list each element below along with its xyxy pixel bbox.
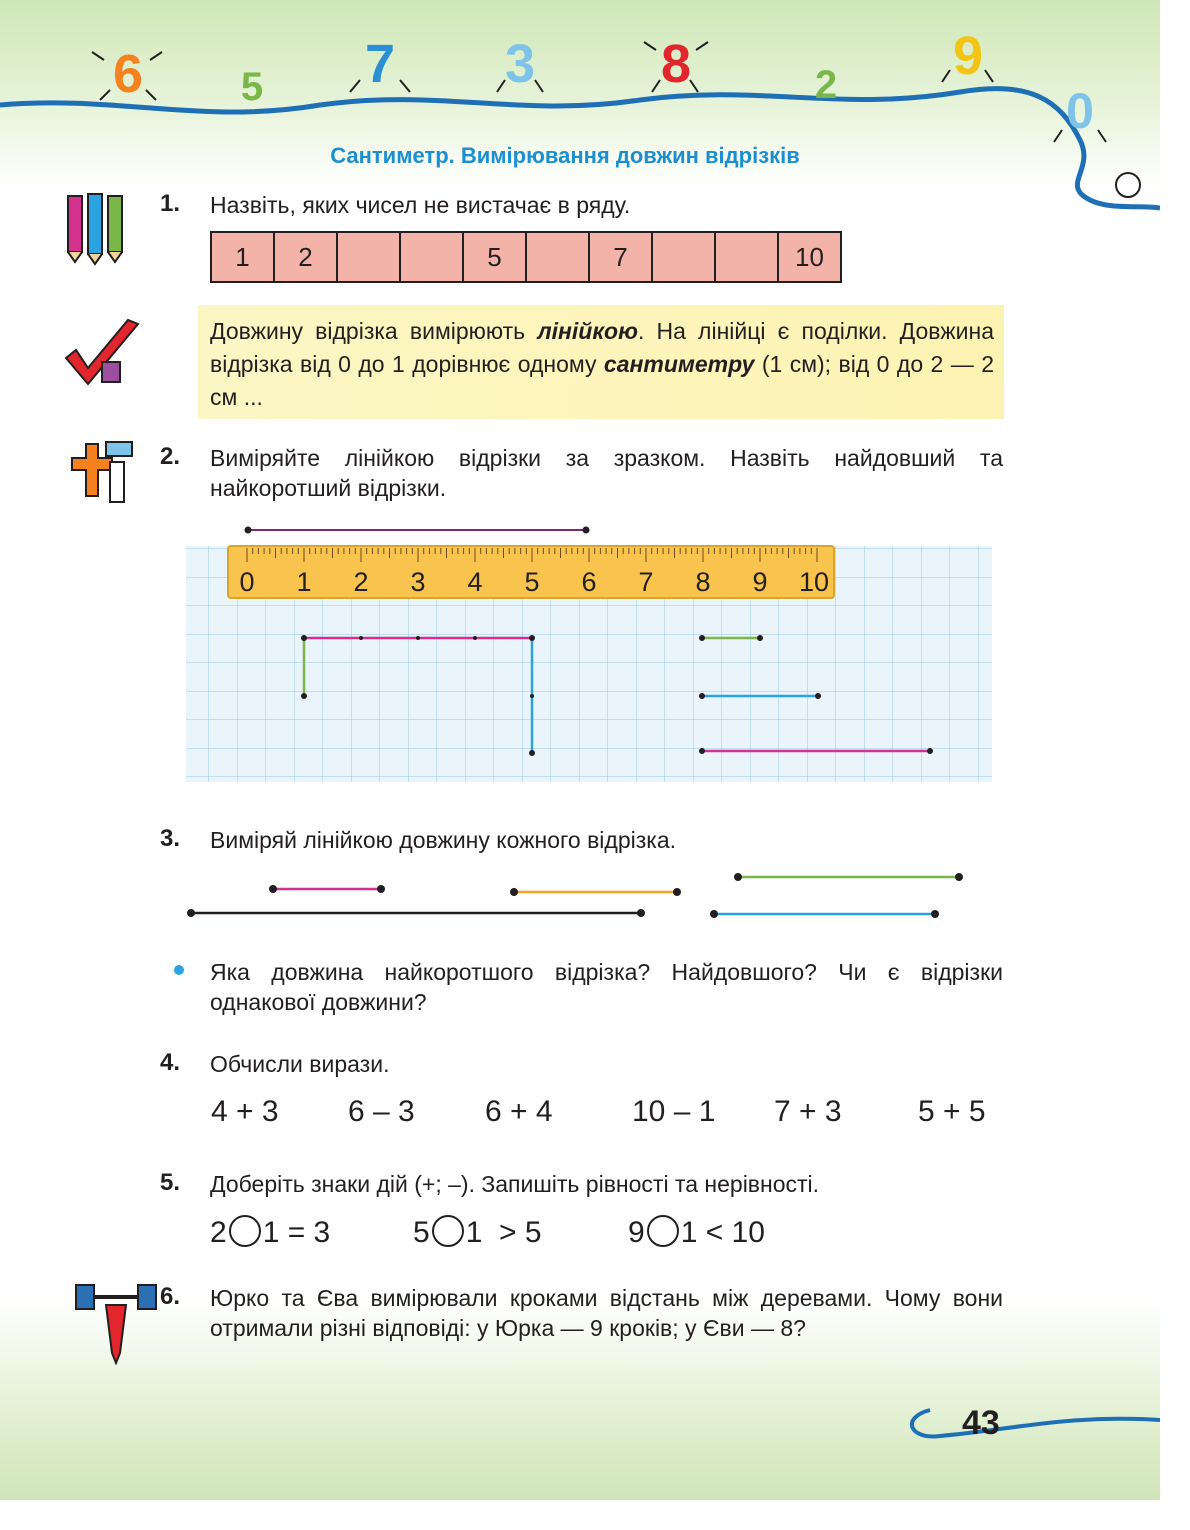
pencils-character-icon: [58, 188, 138, 268]
inequality-item: [210, 1215, 330, 1250]
digit-two-character-icon: 2: [814, 63, 838, 107]
ruler-label: 6: [581, 567, 597, 597]
rule-text-part: . На лінійці є поділки. Довжина відрізка від 0 до 1 дорівнює одному: [210, 318, 994, 377]
sequence-cell: 10: [778, 232, 841, 282]
expression: 5 + 5: [918, 1095, 986, 1128]
digit-seven-character-icon: 7: [364, 34, 396, 94]
expression: 6 – 3: [348, 1095, 415, 1128]
weightlifter-pencil-character-icon: [72, 1275, 160, 1365]
ruler-label: 3: [410, 567, 426, 597]
segment-black: [187, 909, 645, 917]
expression: 7 + 3: [774, 1095, 842, 1128]
sequence-cell: [526, 232, 589, 282]
task1-text: Назвіть, яких чисел не вистачає в ряду.: [210, 192, 631, 218]
rule-keyword-ruler: лінійкою: [537, 318, 638, 344]
task4-text: Обчисли вирази.: [210, 1051, 390, 1077]
math-signs-character-icon: [58, 438, 140, 510]
digit-five-character-icon: 5: [240, 65, 264, 109]
sequence-cell: 7: [589, 232, 652, 282]
ruler-label: 1: [296, 567, 312, 597]
operand: 5: [413, 1216, 430, 1249]
sequence-cell: [715, 232, 778, 282]
segment-green: [734, 873, 963, 881]
inequality-item: [413, 1215, 542, 1250]
operand: 2: [210, 1216, 227, 1249]
task6-number: 6.: [160, 1283, 181, 1310]
sample-segment: [245, 527, 590, 534]
digit-three-character-icon: 3: [504, 34, 536, 94]
sequence-cell: [652, 232, 715, 282]
digit-nine-character-icon: 9: [952, 26, 984, 86]
ruler-label: 7: [638, 567, 654, 597]
operand: 1 = 3: [262, 1216, 331, 1249]
digit-eight-character-icon: 8: [660, 34, 692, 94]
rule-keyword-centimeter: сантиметру: [603, 351, 755, 377]
page-title: Сантиметр. Вимірювання довжин відрізків: [330, 143, 800, 168]
expression: 4 + 3: [211, 1095, 279, 1128]
ruler-label: 9: [752, 567, 768, 597]
segment-blue: [710, 910, 939, 918]
page-number: 43: [962, 1404, 1000, 1442]
sign-blank-circle[interactable]: [432, 1215, 464, 1247]
sequence-cell: 2: [274, 232, 337, 282]
header-decoration: [0, 0, 1160, 220]
sign-blank-circle[interactable]: [647, 1215, 679, 1247]
ruler-label: 2: [353, 567, 369, 597]
task1-number: 1.: [160, 190, 181, 217]
checkmark-character-icon: [58, 318, 144, 392]
task5-text: Доберіть знаки дій (+; –). Запишіть рівності та нерівності.: [210, 1171, 820, 1197]
bullet-point: [174, 965, 184, 975]
ruler-label: 4: [467, 567, 483, 597]
segment-orange: [510, 888, 681, 896]
task2-number: 2.: [160, 443, 181, 470]
inequalities-row: [0, 1215, 1100, 1255]
number-sequence-table: [210, 231, 842, 283]
rule-text-part: (1 см); від 0 до 2 — 2 см ...: [210, 351, 994, 410]
expressions-row: [0, 1095, 1100, 1135]
page-number-swirl: [890, 1400, 1160, 1460]
operand: 1 < 10: [680, 1216, 765, 1249]
rule-box: [198, 305, 1004, 419]
task4-number: 4.: [160, 1049, 181, 1076]
inequality-item: [628, 1215, 765, 1250]
expression: 6 + 4: [485, 1095, 553, 1128]
segment-magenta: [269, 885, 385, 893]
rule-text-part: Довжину відрізка вимірюють: [210, 318, 538, 344]
expression: 10 – 1: [632, 1095, 716, 1128]
operand: 9: [628, 1216, 645, 1249]
operand: 1 > 5: [465, 1216, 542, 1249]
task3-text: Виміряй лінійкою довжину кожного відрізка.: [210, 827, 677, 853]
sequence-cell: 1: [211, 232, 274, 282]
ruler-label: 10: [798, 567, 830, 597]
task2-text: Виміряйте лінійкою відрізки за зразком. Назвіть найдовший та найкоротший відрізки.: [210, 445, 1003, 501]
sequence-cell: 5: [463, 232, 526, 282]
ruler-measurement-figure: [180, 520, 1000, 790]
sequence-cell: [337, 232, 400, 282]
ruler-label: 8: [695, 567, 711, 597]
task3-number: 3.: [160, 825, 181, 852]
segments-to-measure-figure: [180, 865, 980, 929]
task6-text: Юрко та Єва вимірювали кроками відстань між деревами. Чому вони отримали різні відповіді: у Юрка — 9 кроків; у Єви — 8?: [210, 1285, 1003, 1341]
task3-question: Яка довжина найкоротшого відрізка? Найдовшого? Чи є відрізки однакової довжини?: [210, 959, 1003, 1015]
digit-zero-character-icon: 0: [1066, 83, 1094, 139]
sequence-cell: [400, 232, 463, 282]
small-character-icon: [1116, 173, 1140, 197]
task5-number: 5.: [160, 1169, 181, 1196]
ruler-label: 5: [524, 567, 540, 597]
ruler-label: 0: [239, 567, 255, 597]
digit-six-character-icon: 6: [112, 44, 144, 104]
sign-blank-circle[interactable]: [229, 1215, 261, 1247]
